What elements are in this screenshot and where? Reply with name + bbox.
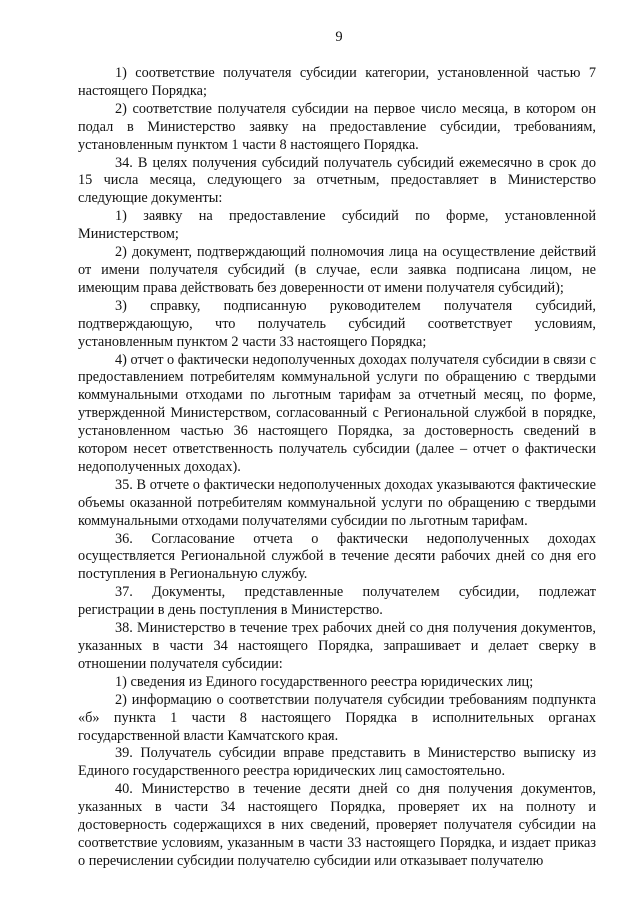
paragraph-34-3: 3) справку, подписанную руководителем получателя субсидий, подтверждающую, что получатель субсидий соответствует условиям, установленным пунктом 2 части 33 настоящего Порядка; xyxy=(78,297,596,350)
paragraph-34-1: 1) заявку на предоставление субсидий по форме, установленной Министерством; xyxy=(78,208,596,243)
paragraph-38: 38. Министерство в течение трех рабочих дней со дня получения документов, указанных в части 34 настоящего Порядка, запрашивает и делает сверку в отношении получателя субсидии: xyxy=(78,620,596,672)
paragraph-40: 40. Министерство в течение десяти дней со дня получения документов, указанных в части 34 настоящего Порядка, проверяет их на полноту и достоверность содержащихся в них сведений, проверяет получателя субсидии на соответствие условиям, указанным в части 33 настоящего Порядка, и издает приказ о перечислении субсидии получателю субсидии или отказывает получателю xyxy=(78,781,596,869)
paragraph-34: 34. В целях получения субсидий получатель субсидий ежемесячно в срок до 15 числа месяца, следующего за отчетным, предоставляет в Министерство следующие документы: xyxy=(78,154,596,207)
paragraph-39: 39. Получатель субсидии вправе представить в Министерство выписку из Единого государственного реестра юридических лиц самостоятельно. xyxy=(78,745,596,780)
paragraph-36: 36. Согласование отчета о фактически недополученных доходах осуществляется Региональной службой в течение десяти рабочих дней со дня его поступления в Региональную службу. xyxy=(78,530,596,583)
paragraph-38-1: 1) сведения из Единого государственного реестра юридических лиц; xyxy=(115,673,534,690)
paragraph-34-4: 4) отчет о фактически недополученных доходах получателя субсидии в связи с предоставлением потребителям коммунальной услуги по обращению с твердыми коммунальными отходами по льготным тарифам за отчетный месяц, по форме, утвержденной Министерством, согласованный с Региональной службой в порядке, установленном частью 36 настоящего Порядка, за достоверность сведений в котором несет ответственность получатель субсидии (далее – отчет о фактически недополученных доходах). xyxy=(78,351,596,475)
document-body xyxy=(78,65,596,871)
page-number: 9 xyxy=(335,29,343,45)
paragraph-33-1: 1) соответствие получателя субсидии категории, установленной частью 7 настоящего Порядка; xyxy=(78,65,596,99)
paragraph-34-2: 2) документ, подтверждающий полномочия лица на осуществление действий от имени получателя субсидий (в случае, если заявка подписана лицом, не имеющим права действовать без доверенности от имени получателя субсидий); xyxy=(78,244,596,296)
paragraph-38-2: 2) информацию о соответствии получателя субсидии требованиям подпункта «б» пункта 1 части 8 настоящего Порядка в исполнительных органах государственной власти Камчатского края. xyxy=(78,691,596,744)
paragraph-33-2: 2) соответствие получателя субсидии на первое число месяца, в котором он подал в Министерство заявку на предоставление субсидии, требованиям, установленным пунктом 1 части 8 настоящего Порядка. xyxy=(78,100,596,153)
paragraph-37: 37. Документы, представленные получателем субсидии, подлежат регистрации в день поступления в Министерство. xyxy=(78,584,596,619)
paragraph-35: 35. В отчете о фактически недополученных доходах указываются фактические объемы оказанной потребителям коммунальной услуги по обращению с твердыми коммунальными отходами получателями субсидии по льготным тарифам. xyxy=(78,476,596,529)
